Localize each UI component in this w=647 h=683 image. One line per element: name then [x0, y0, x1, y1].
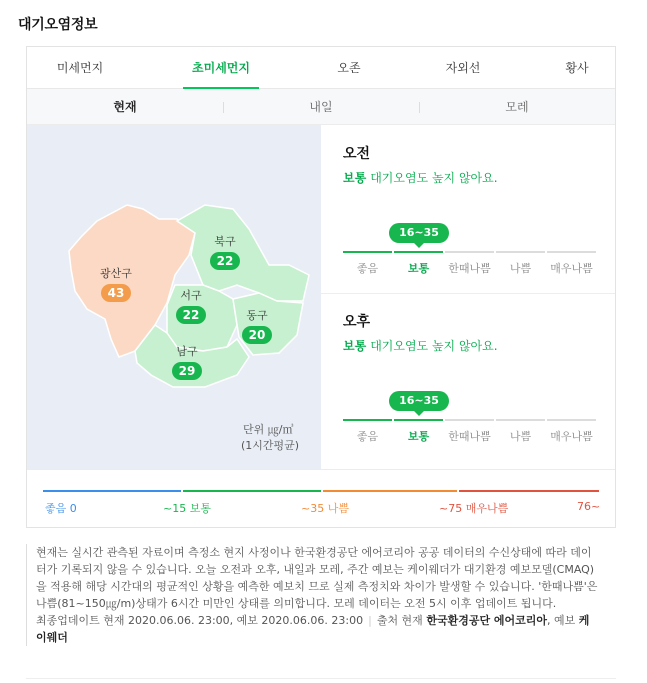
- legend-bar-bad: [323, 490, 457, 492]
- legend-very-bad: ~75 매우나쁨: [439, 502, 509, 515]
- district-namgu[interactable]: [165, 343, 209, 380]
- tab-uv[interactable]: 자외선: [445, 61, 481, 75]
- district-bukgu[interactable]: [203, 233, 247, 270]
- am-grade: 보통: [343, 171, 367, 185]
- value-badge: 20: [242, 326, 272, 344]
- legend-moderate: ~15 보통: [163, 502, 211, 515]
- district-name: 남구: [176, 345, 198, 358]
- value-badge: 29: [172, 362, 202, 380]
- divider: [26, 678, 616, 679]
- am-message: 대기오염도 높지 않아요.: [370, 171, 498, 185]
- scale-very-bad: 매우나쁨: [547, 419, 596, 443]
- pm-message: 대기오염도 높지 않아요.: [370, 339, 498, 353]
- tab-yellow-dust[interactable]: 황사: [565, 61, 589, 75]
- am-scale: [343, 251, 598, 275]
- divider: [321, 293, 615, 294]
- district-name: 동구: [246, 309, 268, 322]
- grade-legend: [27, 469, 615, 527]
- scale-temporarily-bad: 한때나쁨: [445, 251, 494, 275]
- scale-moderate: 보통: [394, 419, 443, 443]
- legend-bar-good: [43, 490, 181, 492]
- average-label: (1시간평균): [241, 439, 300, 452]
- tab-ultrafine-dust[interactable]: 초미세먼지: [183, 47, 259, 89]
- scale-moderate: 보통: [394, 251, 443, 275]
- source-label: 출처 현재: [376, 614, 423, 627]
- notes-text: 현재는 실시간 관측된 자료이며 측정소 현지 사정이나 한국환경공단 에어코리아 공공 데이터의 수신상태에 따라 데이터가 기록되지 않을 수 있습니다. 오늘 오전과 오후, 내일과 모레, 주간 예보는 케이웨더가 대기환경 예보모델(CMAQ)을 적용해 해당 시간대의 평균적인 상황을 예측한 예보치 므로 실제 측정치와 차이가 발생할 수 있습니다. '한때나쁨'은 나쁨(81~150㎍/m)상태가 6시간 미만인 상태를 의미합니다. 모레 데이터는 오전 5시 이후 업데이트 됩니다.: [36, 546, 598, 610]
- source-mid: , 예보: [547, 614, 576, 627]
- tab-fine-dust[interactable]: 미세먼지: [56, 61, 104, 75]
- scale-bad: 나쁨: [496, 251, 545, 275]
- scale-good: 좋음: [343, 419, 392, 443]
- notes: [26, 544, 598, 646]
- legend-good: 좋음 0: [45, 502, 77, 515]
- district-name: 서구: [180, 289, 202, 302]
- value-badge: 43: [101, 284, 131, 302]
- legend-bar-very-bad: [459, 490, 599, 492]
- tab-day-after[interactable]: 모레: [505, 100, 529, 114]
- district-donggu[interactable]: [235, 307, 279, 344]
- am-status: [343, 169, 498, 186]
- pm-scale: [343, 419, 598, 443]
- update-info: [36, 612, 598, 646]
- scale-good: 좋음: [343, 251, 392, 275]
- source-airkorea-link[interactable]: 한국환경공단 에어코리아: [426, 614, 548, 627]
- pm-grade: 보통: [343, 339, 367, 353]
- pm-status: [343, 337, 498, 354]
- forecast-panel: [321, 125, 615, 469]
- value-badge: 22: [176, 306, 206, 324]
- pollutant-tabs: [27, 47, 615, 89]
- tab-ozone[interactable]: 오존: [337, 61, 361, 75]
- updated-time: 최종업데이트 현재 2020.06.06. 23:00, 예보 2020.06.06. 23:00: [36, 614, 364, 627]
- pm-range-badge: 16~35: [389, 391, 449, 411]
- unit-label: 단위 ㎍/㎥: [243, 423, 294, 436]
- legend-bad: ~35 나쁨: [301, 502, 349, 515]
- source-kweather-link[interactable]: 케이웨더: [36, 614, 590, 644]
- am-range-badge: 16~35: [389, 223, 449, 243]
- page-title: 대기오염정보: [18, 17, 98, 33]
- district-map: [27, 125, 321, 469]
- day-tabs: [27, 89, 615, 125]
- tab-today[interactable]: 현재: [113, 100, 137, 114]
- period-am: 오전: [343, 146, 371, 162]
- divider: |: [368, 614, 372, 627]
- legend-max: 76~: [577, 500, 601, 513]
- scale-very-bad: 매우나쁨: [547, 251, 596, 275]
- district-name: 북구: [214, 235, 236, 248]
- tab-tomorrow[interactable]: 내일: [309, 100, 333, 114]
- air-quality-card: [26, 46, 616, 528]
- district-gwangsan[interactable]: [91, 265, 141, 302]
- scale-bad: 나쁨: [496, 419, 545, 443]
- value-badge: 22: [210, 252, 240, 270]
- period-pm: 오후: [343, 314, 371, 330]
- scale-temporarily-bad: 한때나쁨: [445, 419, 494, 443]
- district-name: 광산구: [100, 267, 132, 280]
- district-seogu[interactable]: [169, 287, 213, 324]
- legend-bar-moderate: [183, 490, 321, 492]
